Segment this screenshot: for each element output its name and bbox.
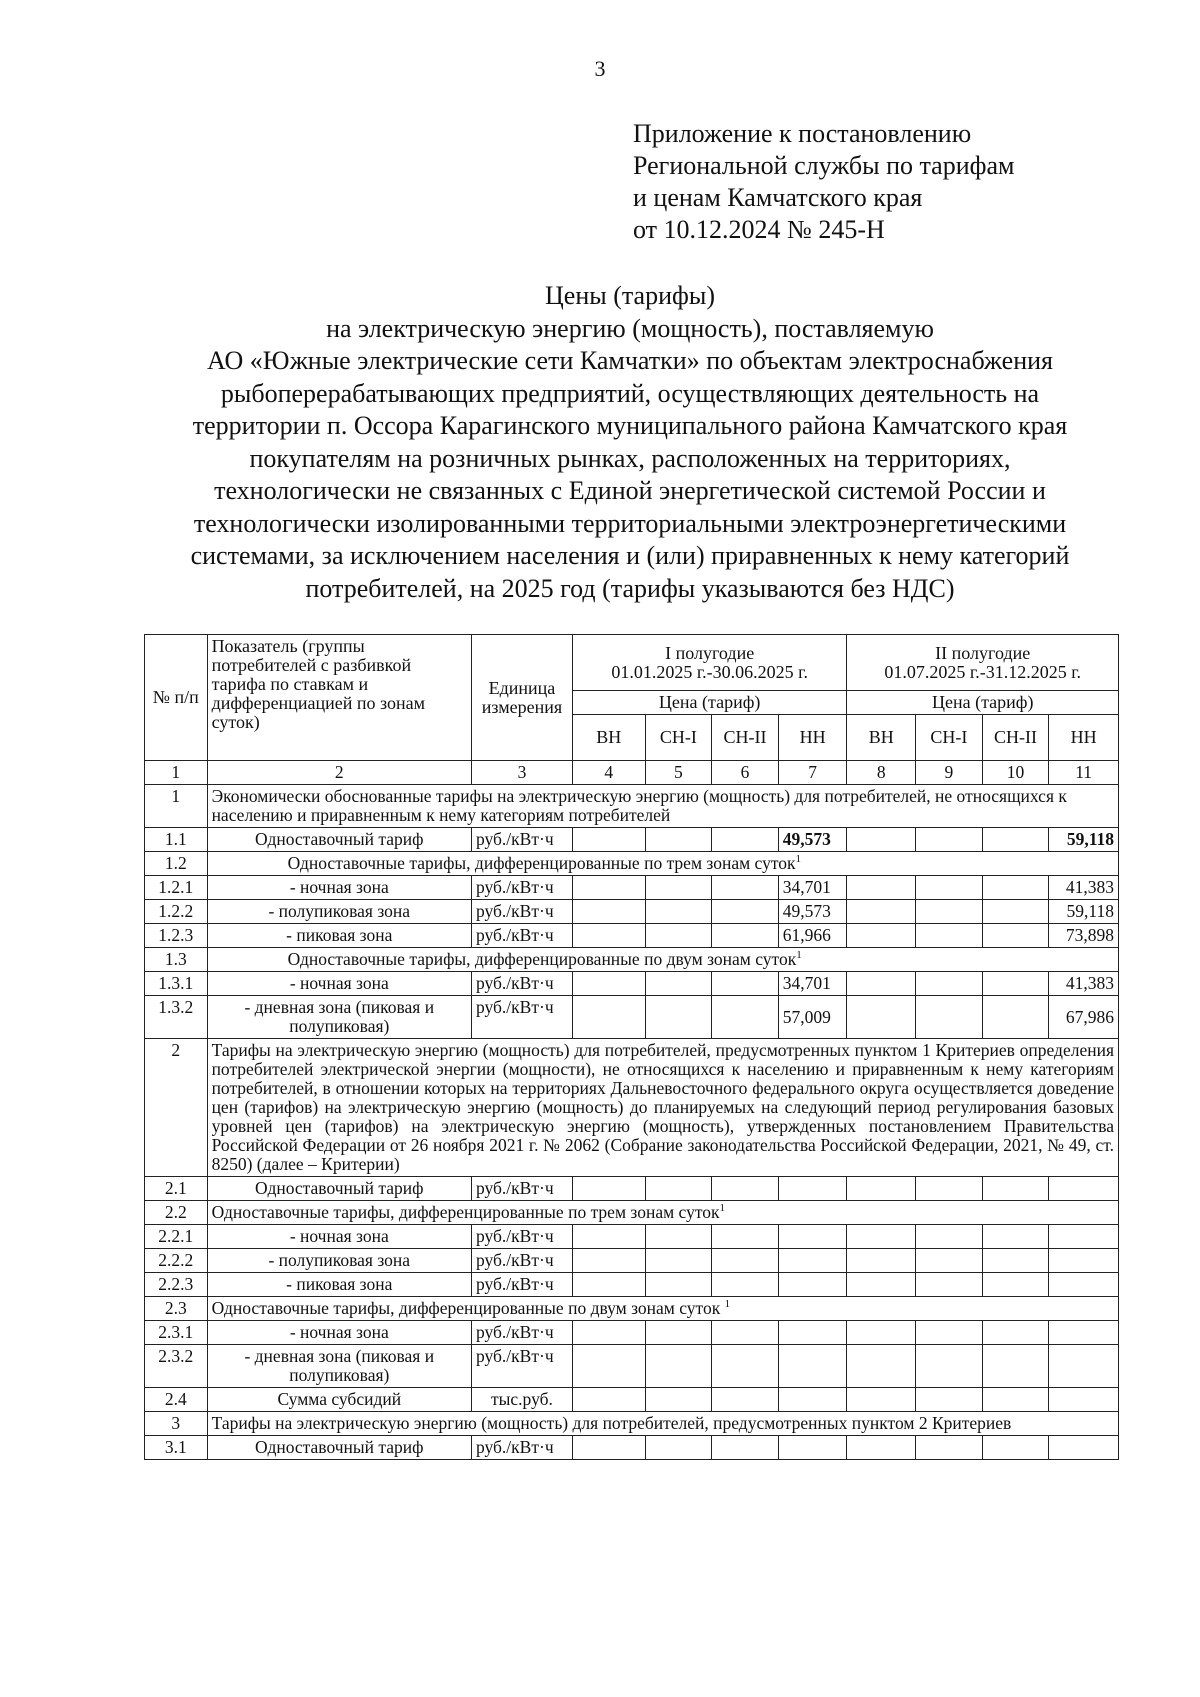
row-name: - ночная зона bbox=[207, 1225, 471, 1249]
row-name: - ночная зона bbox=[207, 876, 471, 900]
title-line: потребителей, на 2025 год (тарифы указываются без НДС) bbox=[305, 573, 955, 603]
column-number: 10 bbox=[982, 761, 1049, 785]
footnote-mark: 1 bbox=[719, 1202, 725, 1215]
half2-title: II полугодие bbox=[935, 642, 1031, 663]
row-unit: руб./кВт·ч bbox=[471, 1225, 572, 1249]
section-row bbox=[145, 1039, 1119, 1177]
voltage-level: СН-II bbox=[712, 715, 779, 761]
value-h2-nn: 67,986 bbox=[1049, 996, 1119, 1039]
row-unit: руб./кВт·ч bbox=[471, 1436, 572, 1460]
table-row bbox=[145, 996, 1119, 1039]
row-number: 1 bbox=[145, 785, 208, 828]
column-number: 11 bbox=[1049, 761, 1119, 785]
title-line: системами, за исключением населения и (или) приравненных к нему категорий bbox=[190, 541, 1070, 570]
subsection-row bbox=[145, 948, 1119, 972]
title-line: АО «Южные электрические сети Камчатки» по объектам электроснабжения bbox=[207, 346, 1053, 375]
subsection-text bbox=[207, 948, 1118, 972]
header-half2 bbox=[847, 635, 1119, 691]
footnote-mark: 1 bbox=[795, 853, 801, 866]
title-line: технологически изолированными территориальными электроэнергетическими bbox=[193, 508, 1067, 538]
document-title bbox=[90, 280, 1170, 605]
title-line: технологически не связанных с Единой энергетической системой России и bbox=[214, 476, 1046, 505]
row-number: 1.2 bbox=[145, 852, 208, 876]
table-row bbox=[145, 876, 1119, 900]
value-h2-nn: 59,118 bbox=[1049, 900, 1119, 924]
row-number: 3.1 bbox=[145, 1436, 208, 1460]
title-line: территории п. Оссора Карагинского муниципального района Камчатского края bbox=[192, 411, 1068, 440]
row-unit: руб./кВт·ч bbox=[471, 900, 572, 924]
appendix-line: от 10.12.2024 № 245-Н bbox=[633, 215, 885, 244]
row-number: 3 bbox=[145, 1412, 208, 1436]
row-number: 1.1 bbox=[145, 828, 208, 852]
row-name: Одноставочный тариф bbox=[207, 828, 471, 852]
row-unit: руб./кВт·ч bbox=[471, 996, 572, 1039]
column-number: 6 bbox=[712, 761, 779, 785]
table-row bbox=[145, 1177, 1119, 1201]
half1-title: I полугодие bbox=[665, 642, 755, 663]
header-half1 bbox=[572, 635, 847, 691]
half1-period: 01.01.2025 г.-30.06.2025 г. bbox=[611, 661, 809, 682]
row-name: - пиковая зона bbox=[207, 924, 471, 948]
column-number: 2 bbox=[207, 761, 471, 785]
row-number: 1.3 bbox=[145, 948, 208, 972]
subsection-row bbox=[145, 852, 1119, 876]
row-unit: руб./кВт·ч bbox=[471, 1273, 572, 1297]
value-h1-nn: 49,573 bbox=[778, 900, 847, 924]
row-number: 2.2.2 bbox=[145, 1249, 208, 1273]
table-row bbox=[145, 972, 1119, 996]
row-number: 2.3 bbox=[145, 1297, 208, 1321]
table-row bbox=[145, 1273, 1119, 1297]
half2-period: 01.07.2025 г.-31.12.2025 г. bbox=[884, 661, 1082, 682]
row-number: 1.2.3 bbox=[145, 924, 208, 948]
title-line: покупателям на розничных рынках, расположенных на территориях, bbox=[249, 443, 1011, 473]
row-number: 2.3.2 bbox=[145, 1345, 208, 1388]
appendix-header bbox=[633, 118, 1014, 246]
voltage-level: ВН bbox=[572, 715, 645, 761]
column-number: 3 bbox=[471, 761, 572, 785]
header-indicator: Показатель (группы потребителей с разбивкой тарифа по ставкам и дифференциацией по зонам суток) bbox=[207, 635, 471, 761]
price-label: Цена (тариф) bbox=[572, 691, 847, 715]
row-name: Сумма субсидий bbox=[207, 1388, 471, 1412]
row-name: Одноставочный тариф bbox=[207, 1177, 471, 1201]
header-no: № п/п bbox=[145, 635, 208, 761]
value-h1-nn: 49,573 bbox=[778, 828, 847, 852]
tariff-table bbox=[144, 634, 1119, 1460]
header-row bbox=[145, 635, 1119, 691]
table-row bbox=[145, 1249, 1119, 1273]
table-row bbox=[145, 828, 1119, 852]
appendix-line: и ценам Камчатского края bbox=[633, 183, 923, 212]
row-number: 2.4 bbox=[145, 1388, 208, 1412]
subsection-label: Одноставочные тарифы, дифференцированные по трем зонам суток bbox=[211, 1202, 720, 1222]
row-unit: руб./кВт·ч bbox=[471, 1345, 572, 1388]
section-text: Тарифы на электрическую энергию (мощность) для потребителей, предусмотренных пунктом 2 Критериев bbox=[207, 1412, 1118, 1436]
subsection-text bbox=[207, 1297, 1118, 1321]
price-label: Цена (тариф) bbox=[847, 691, 1119, 715]
table-row bbox=[145, 1225, 1119, 1249]
section-row bbox=[145, 1412, 1119, 1436]
row-number: 1.2.2 bbox=[145, 900, 208, 924]
row-name: - дневная зона (пиковая и полупиковая) bbox=[207, 1345, 471, 1388]
row-unit: руб./кВт·ч bbox=[471, 1249, 572, 1273]
row-unit: руб./кВт·ч bbox=[471, 972, 572, 996]
row-number: 1.3.1 bbox=[145, 972, 208, 996]
footnote-mark: 1 bbox=[724, 1298, 731, 1311]
subsection-label: Одноставочные тарифы, дифференцированные по двум зонам суток bbox=[287, 949, 797, 969]
subsection-text bbox=[207, 852, 1118, 876]
header-unit: Единица измерения bbox=[471, 635, 572, 761]
title-line: Цены (тарифы) bbox=[545, 281, 715, 310]
row-name: - ночная зона bbox=[207, 1321, 471, 1345]
row-number: 2.2 bbox=[145, 1201, 208, 1225]
voltage-level: СН-I bbox=[916, 715, 983, 761]
subsection-label: Одноставочные тарифы, дифференцированные по двум зонам суток bbox=[211, 1298, 721, 1318]
table-row bbox=[145, 1436, 1119, 1460]
value-h1-nn: 61,966 bbox=[778, 924, 847, 948]
voltage-level: СН-II bbox=[982, 715, 1049, 761]
voltage-level: СН-I bbox=[645, 715, 712, 761]
row-number: 2.2.1 bbox=[145, 1225, 208, 1249]
value-h1-nn: 57,009 bbox=[778, 996, 847, 1039]
row-unit: руб./кВт·ч bbox=[471, 1177, 572, 1201]
column-number: 7 bbox=[778, 761, 847, 785]
footnote-mark: 1 bbox=[796, 949, 802, 962]
section-text: Экономически обоснованные тарифы на электрическую энергию (мощность) для потребителей, не относящихся к населению и приравненным к нему категориям потребителей bbox=[207, 785, 1118, 828]
value-h2-nn: 41,383 bbox=[1049, 876, 1119, 900]
voltage-level: НН bbox=[778, 715, 847, 761]
voltage-level: НН bbox=[1049, 715, 1119, 761]
subsection-row bbox=[145, 1297, 1119, 1321]
column-number: 9 bbox=[916, 761, 983, 785]
voltage-level: ВН bbox=[847, 715, 916, 761]
row-unit: руб./кВт·ч bbox=[471, 876, 572, 900]
row-number: 2.3.1 bbox=[145, 1321, 208, 1345]
row-number: 2.2.3 bbox=[145, 1273, 208, 1297]
row-unit: руб./кВт·ч bbox=[471, 924, 572, 948]
page-number: 3 bbox=[594, 56, 606, 81]
table-row bbox=[145, 1321, 1119, 1345]
title-line: на электрическую энергию (мощность), поставляемую bbox=[326, 313, 934, 343]
value-h1-nn: 34,701 bbox=[778, 876, 847, 900]
column-number: 4 bbox=[572, 761, 645, 785]
value-h2-nn: 73,898 bbox=[1049, 924, 1119, 948]
column-number-row bbox=[145, 761, 1119, 785]
table-row bbox=[145, 900, 1119, 924]
value-h2-nn: 59,118 bbox=[1049, 828, 1119, 852]
title-line: рыбоперерабатывающих предприятий, осуществляющих деятельность на bbox=[220, 378, 1040, 408]
row-name: Одноставочный тариф bbox=[207, 1436, 471, 1460]
row-name: - пиковая зона bbox=[207, 1273, 471, 1297]
row-number: 1.3.2 bbox=[145, 996, 208, 1039]
row-number: 2.1 bbox=[145, 1177, 208, 1201]
column-number: 1 bbox=[145, 761, 208, 785]
row-number: 2 bbox=[145, 1039, 208, 1177]
row-unit: руб./кВт·ч bbox=[471, 828, 572, 852]
section-row bbox=[145, 785, 1119, 828]
column-number: 8 bbox=[847, 761, 916, 785]
table-row bbox=[145, 924, 1119, 948]
table-row bbox=[145, 1345, 1119, 1388]
section-text: Тарифы на электрическую энергию (мощность) для потребителей, предусмотренных пунктом 1 Критериев определения потребителей электрической энергии (мощности), не относящихся к населению и приравненным к нему категориям потребителей, в отношении которых на территориях Дальневосточного федерального округа осуществляется доведение цен (тарифов) на электрическую энергию (мощность) до планируемых на следующий период регулирования базовых уровней цен (тарифов) на электрическую энергию (мощность), утвержденных постановлением Правительства Российской Федерации от 26 ноября 2021 г. № 2062 (Собрание законодательства Российской Федерации, 2021, № 49, ст. 8250) (далее – Критерии) bbox=[207, 1039, 1118, 1177]
row-number: 1.2.1 bbox=[145, 876, 208, 900]
row-unit: тыс.руб. bbox=[471, 1388, 572, 1412]
row-name: - полупиковая зона bbox=[207, 900, 471, 924]
row-name: - ночная зона bbox=[207, 972, 471, 996]
value-h1-nn: 34,701 bbox=[778, 972, 847, 996]
row-name: - дневная зона (пиковая и полупиковая) bbox=[207, 996, 471, 1039]
value-h2-nn: 41,383 bbox=[1049, 972, 1119, 996]
appendix-line: Региональной службы по тарифам bbox=[633, 151, 1015, 180]
subsection-label: Одноставочные тарифы, дифференцированные по трем зонам суток bbox=[287, 853, 796, 873]
subsection-text bbox=[207, 1201, 1118, 1225]
subsection-row bbox=[145, 1201, 1119, 1225]
row-name: - полупиковая зона bbox=[207, 1249, 471, 1273]
row-unit: руб./кВт·ч bbox=[471, 1321, 572, 1345]
table-row bbox=[145, 1388, 1119, 1412]
column-number: 5 bbox=[645, 761, 712, 785]
appendix-line: Приложение к постановлению bbox=[633, 119, 972, 148]
